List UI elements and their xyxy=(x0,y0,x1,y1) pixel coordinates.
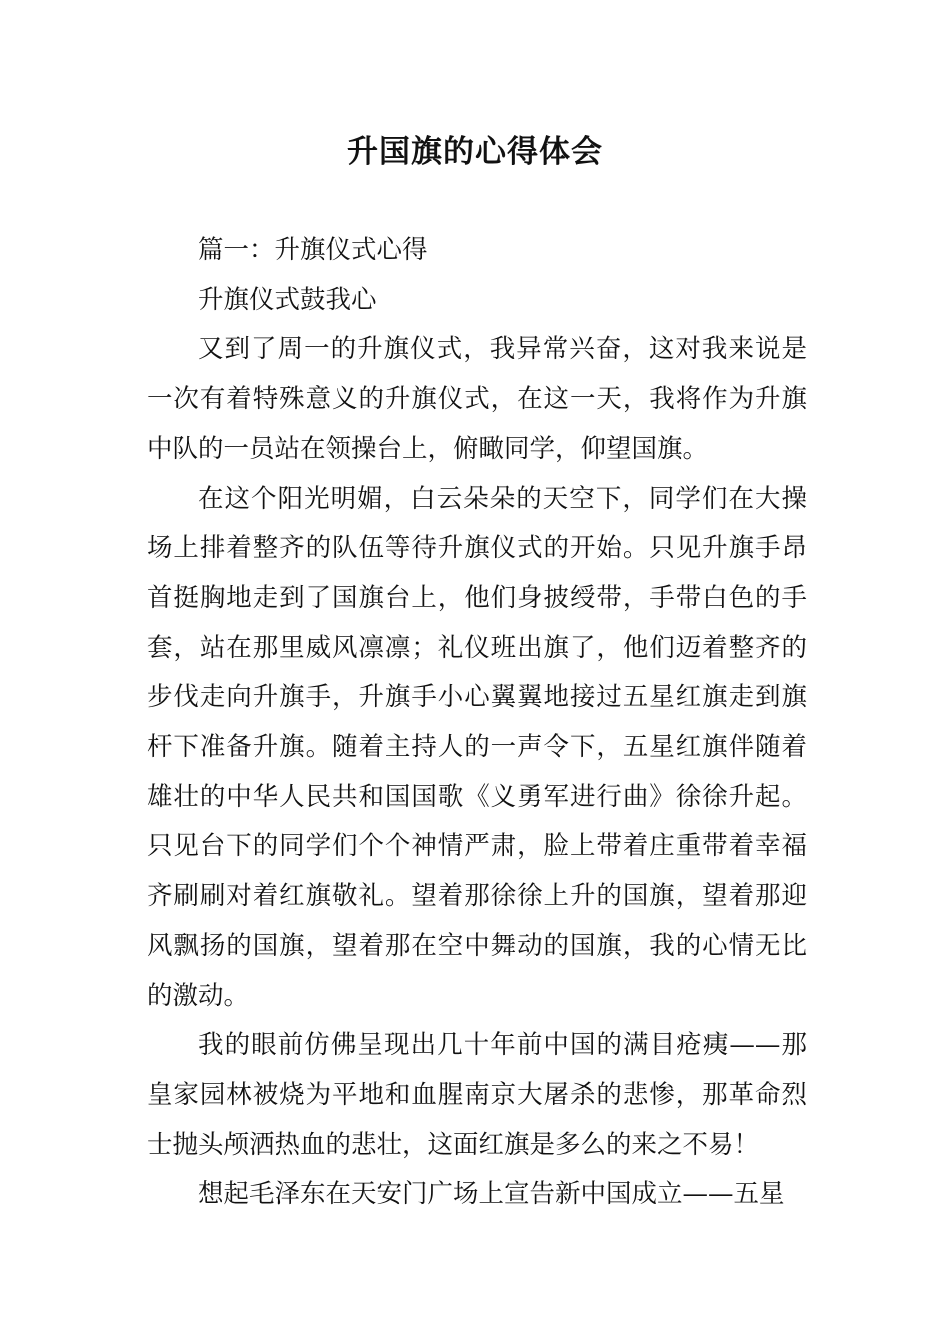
document-body xyxy=(147,226,807,1220)
paragraph: 又到了周一的升旗仪式，我异常兴奋，这对我来说是一次有着特殊意义的升旗仪式，在这一天，我将作为升旗中队的一员站在领操台上，俯瞰同学，仰望国旗。 xyxy=(147,334,807,464)
paragraph: 我的眼前仿佛呈现出几十年前中国的满目疮痍——那皇家园林被烧为平地和血腥南京大屠杀的悲惨，那革命烈士抛头颅洒热血的悲壮，这面红旗是多么的来之不易！ xyxy=(147,1030,807,1160)
paragraph: 在这个阳光明媚，白云朵朵的天空下，同学们在大操场上排着整齐的队伍等待升旗仪式的开始。只见升旗手昂首挺胸地走到了国旗台上，他们身披绶带，手带白色的手套，站在那里威风凛凛；礼仪班出旗了，他们迈着整齐的步伐走向升旗手，升旗手小心翼翼地接过五星红旗走到旗杆下准备升旗。随着主持人的一声令下，五星红旗伴随着雄壮的中华人民共和国国歌《义勇军进行曲》徐徐升起。只见台下的同学们个个神情严肃，脸上带着庄重带着幸福齐刷刷对着红旗敬礼。望着那徐徐上升的国旗，望着那迎风飘扬的国旗，望着那在空中舞动的国旗，我的心情无比的激动。 xyxy=(147,483,807,1011)
section-heading: 篇一：升旗仪式心得 xyxy=(198,235,428,265)
article-subtitle: 升旗仪式鼓我心 xyxy=(198,284,377,315)
paragraph: 想起毛泽东在天安门广场上宣告新中国成立——五星 xyxy=(198,1179,785,1210)
document-title: 升国旗的心得体会 xyxy=(347,134,603,170)
